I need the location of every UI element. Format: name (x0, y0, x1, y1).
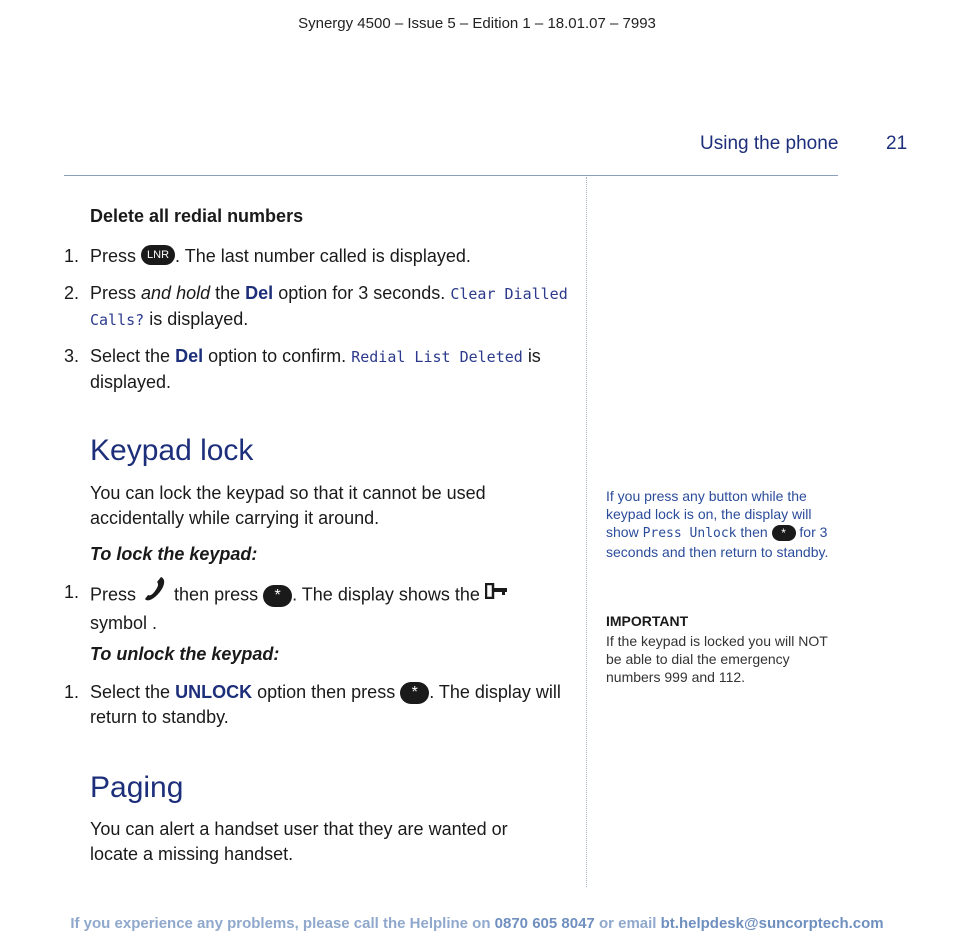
lnr-key-icon: LNR (141, 245, 175, 265)
step-text: option then press (257, 682, 396, 702)
column-divider (586, 177, 587, 887)
step-text: . The last number called is displayed. (175, 246, 471, 266)
display-message: Clear Dialled Calls? (90, 285, 568, 329)
step-text: then press (174, 584, 259, 605)
display-message: Press Unlock (642, 526, 737, 541)
paging-intro: You can alert a handset user that they are wanted or locate a missing handset. (90, 819, 508, 864)
star-key-icon: * (772, 525, 796, 541)
paging-title: Paging (90, 771, 184, 804)
unlock-subheading: To unlock the keypad: (90, 644, 280, 664)
unlock-step (90, 680, 570, 730)
helpline-phone: 0870 605 8047 (494, 915, 595, 932)
redial-step-1 (90, 244, 570, 269)
step-text: Select the (90, 346, 171, 366)
step-number: 1. (64, 682, 80, 702)
unlock-option: UNLOCK (175, 682, 253, 702)
step-text: Press (90, 246, 137, 266)
step-text: is displayed. (90, 346, 541, 392)
step-text: Press (90, 584, 137, 605)
sidebar-note (606, 487, 834, 561)
page-number: 21 (886, 133, 908, 154)
keypad-lock-intro: You can lock the keypad so that it cannot be used accidentally while carrying it around. (90, 483, 486, 528)
redial-step-3 (90, 344, 570, 395)
step-text: symbol . (90, 613, 158, 633)
helpdesk-email: bt.helpdesk@suncorptech.com (660, 915, 884, 932)
step-text: the (215, 283, 241, 303)
lock-step (90, 580, 570, 636)
note-text: If you press any button while the keypad lock is on, the display will show (606, 488, 812, 540)
step-number: 2. (64, 283, 80, 303)
keypad-lock-title: Keypad lock (90, 434, 254, 467)
step-text: Select the (90, 682, 171, 702)
star-key-icon: * (263, 585, 292, 607)
step-emphasis: and hold (141, 283, 211, 303)
note-text: for 3 seconds and then return to standby. (606, 524, 829, 560)
footer-text: If you experience any problems, please call the Helpline on (70, 915, 491, 932)
star-key-icon: * (400, 682, 429, 704)
step-number: 3. (64, 346, 80, 366)
step-text: option to confirm. (208, 346, 347, 366)
helpline-footer (0, 915, 954, 932)
document-header: Synergy 4500 – Issue 5 – Edition 1 – 18.01.07 – 7993 (298, 15, 656, 32)
step-number: 1. (64, 582, 80, 602)
step-text: Press (90, 283, 137, 303)
lock-subheading: To lock the keypad: (90, 544, 258, 564)
step-text: . The display will return to standby. (90, 682, 561, 727)
redial-heading: Delete all redial numbers (90, 206, 304, 226)
redial-step-2 (90, 281, 570, 333)
step-number: 1. (64, 246, 80, 266)
menu-key-icon (141, 574, 169, 611)
step-text: option for 3 seconds. (278, 283, 446, 303)
important-label: IMPORTANT (606, 613, 689, 629)
del-option: Del (245, 283, 274, 303)
step-text: . The display shows the (292, 584, 480, 605)
display-message: Redial List Deleted (351, 348, 523, 366)
section-title: Using the phone (700, 133, 839, 154)
note-text: then (740, 524, 768, 540)
del-option: Del (175, 346, 204, 366)
step-text: is displayed. (149, 309, 249, 329)
key-lock-icon (485, 581, 509, 606)
important-text: If the keypad is locked you will NOT be able to dial the emergency numbers 999 and 112. (606, 633, 828, 685)
header-rule (64, 175, 838, 176)
footer-text: or email (598, 915, 657, 932)
